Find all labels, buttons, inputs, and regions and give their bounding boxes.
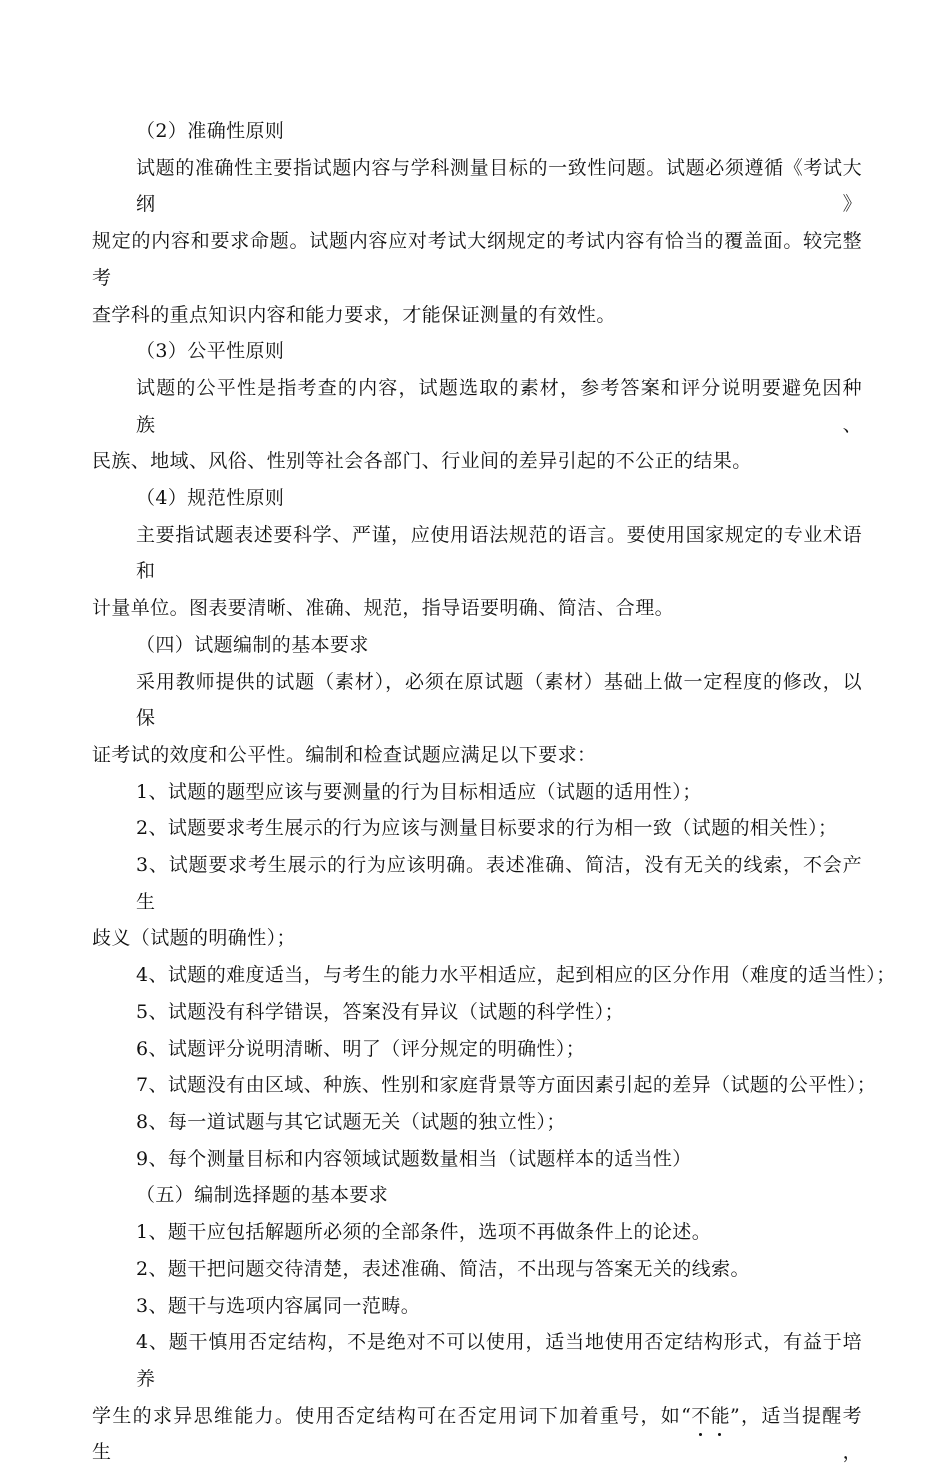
subheading-accuracy-principle: （2）准确性原则	[136, 120, 285, 142]
paragraph-line: 查学科的重点知识内容和能力要求，才能保证测量的有效性。	[92, 303, 616, 326]
paragraph-line: 试题的准确性主要指试题内容与学科测量目标的一致性问题。试题必须遵循《考试大纲》	[136, 156, 862, 216]
paragraph-line: 主要指试题表述要科学、严谨，应使用语法规范的语言。要使用国家规定的专业术语和	[136, 523, 862, 583]
list-item: 3、试题要求考生展示的行为应该明确。表述准确、简洁，没有无关的线索，不会产生	[136, 854, 862, 913]
list-item: 3、题干与选项内容属同一范畴。	[136, 1294, 421, 1317]
list-item-continuation	[92, 1398, 862, 1471]
list-item: 6、试题评分说明清晰、明了（评分规定的明确性）；	[136, 1037, 586, 1060]
paragraph-line: 试题的公平性是指考查的内容，试题选取的素材，参考答案和评分说明要避免因种族、	[136, 376, 862, 436]
emphasis-dot	[718, 1433, 721, 1436]
list-item: 9、每个测量目标和内容领域试题数量相当（试题样本的适当性）	[136, 1147, 692, 1170]
list-item: 8、每一道试题与其它试题无关（试题的独立性）；	[136, 1110, 566, 1133]
paragraph-line: 证考试的效度和公平性。编制和检查试题应满足以下要求：	[92, 743, 597, 766]
section-heading-item-requirements: （四）试题编制的基本要求	[136, 633, 369, 656]
text-segment: ”，适当提醒考生，	[92, 1404, 863, 1464]
list-item: 2、试题要求考生展示的行为应该与测量目标要求的行为相一致（试题的相关性）；	[136, 817, 838, 840]
emphasized-word	[691, 1398, 730, 1435]
paragraph-line: 规定的内容和要求命题。试题内容应对考试大纲规定的考试内容有恰当的覆盖面。较完整考	[92, 230, 862, 289]
section-heading-multiple-choice: （五）编制选择题的基本要求	[136, 1184, 389, 1207]
list-item: 4、试题的难度适当，与考生的能力水平相适应，起到相应的区分作用（难度的适当性）；	[136, 964, 896, 987]
emphasis-dot	[699, 1433, 702, 1436]
list-item: 5、试题没有科学错误，答案没有异议（试题的科学性）；	[136, 1000, 624, 1023]
emphasized-text: 不能	[691, 1404, 731, 1427]
text-segment: 学生的求异思维能力。使用否定结构可在否定用词下加着重号，如“	[92, 1404, 692, 1427]
subheading-fairness-principle: （3）公平性原则	[136, 340, 285, 363]
list-item: 7、试题没有由区域、种族、性别和家庭背景等方面因素引起的差异（试题的公平性）；	[136, 1074, 877, 1097]
list-item-continuation: 歧义（试题的明确性）；	[92, 927, 296, 950]
list-item: 2、题干把问题交待清楚，表述准确、简洁，不出现与答案无关的线索。	[136, 1257, 750, 1280]
list-item: 4、题干慎用否定结构，不是绝对不可以使用，适当地使用否定结构形式，有益于培养	[136, 1331, 862, 1390]
paragraph-line: 计量单位。图表要清晰、准确、规范，指导语要明确、简洁、合理。	[92, 597, 675, 620]
subheading-normative-principle: （4）规范性原则	[136, 487, 285, 510]
paragraph-line: 采用教师提供的试题（素材），必须在原试题（素材）基础上做一定程度的修改，以保	[136, 670, 862, 730]
list-item: 1、试题的题型应该与要测量的行为目标相适应（试题的适用性）；	[136, 780, 702, 803]
document-page	[92, 113, 896, 1471]
paragraph-line: 民族、地域、风俗、性别等社会各部门、行业间的差异引起的不公正的结果。	[92, 450, 752, 473]
list-item: 1、题干应包括解题所必须的全部条件，选项不再做条件上的论述。	[136, 1221, 712, 1244]
